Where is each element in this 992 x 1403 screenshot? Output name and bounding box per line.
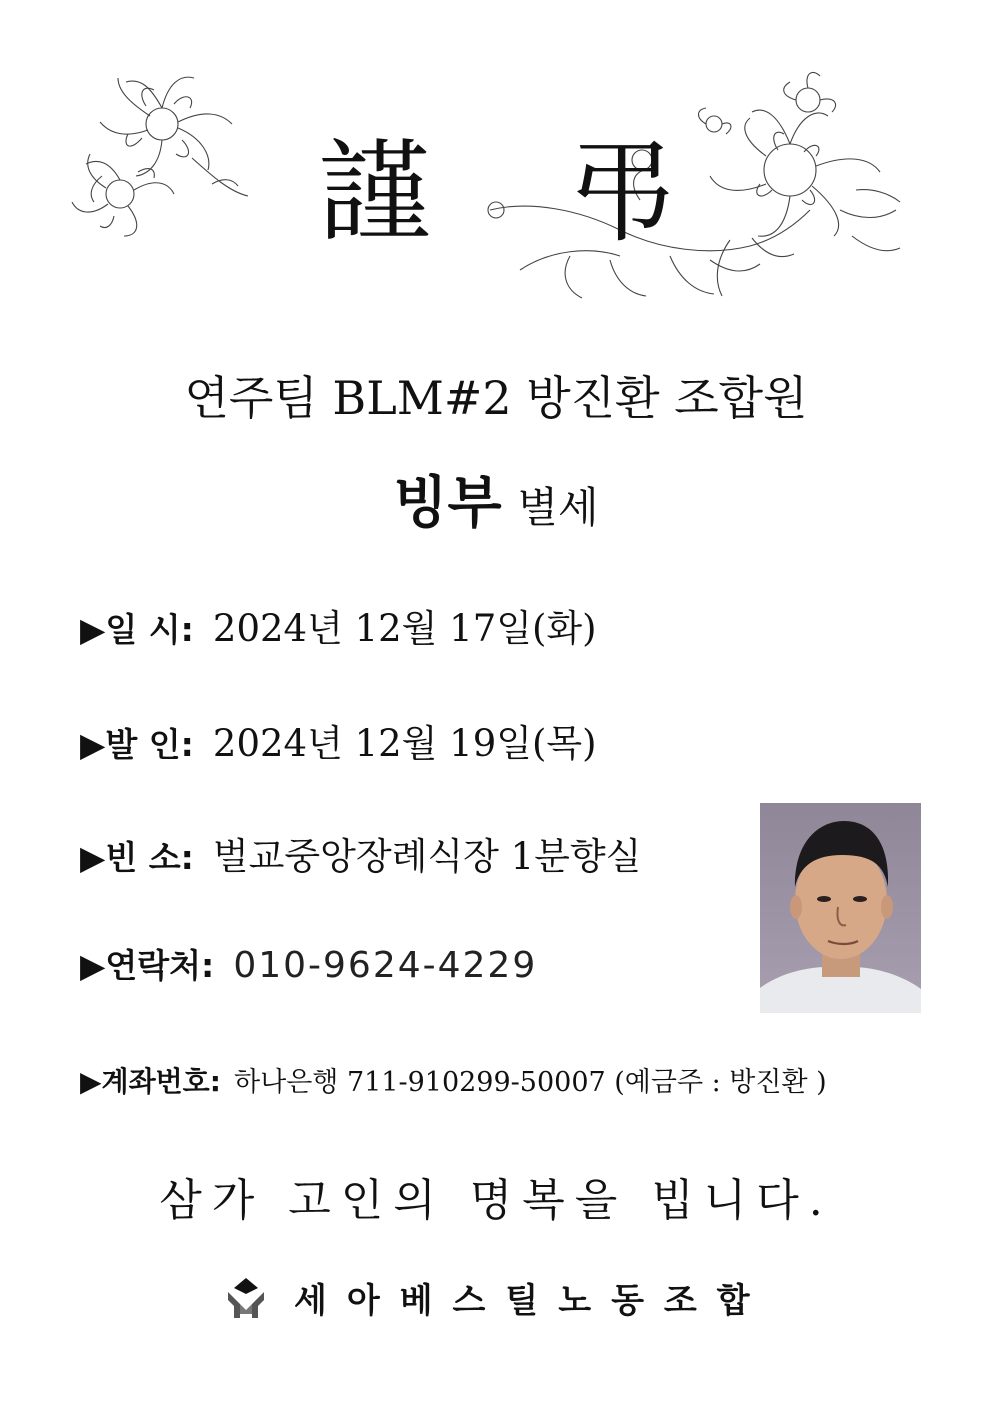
chrysanthemum-left-illustration [62,66,252,241]
detail-label: ▶연락처: [80,946,215,985]
title-character-1: 謹 [318,128,430,258]
detail-value: 2024년 12월 17일(화) [212,607,597,650]
detail-label: ▶빈 소: [80,838,194,877]
death-notice [0,468,992,543]
detail-value: 벌교중앙장례식장 1분향실 [212,835,642,878]
title-character-2: 弔 [566,128,678,258]
notice-verb: 별세 [517,483,599,532]
deceased-relation-line: 연주팀 BLM#2 방진환 조합원 [184,371,808,425]
chrysanthemum-right-illustration [460,60,915,322]
detail-row-venue [80,826,641,880]
detail-value: 하나은행 711-910299-50007 (예금주 : 방진환 ) [234,1067,827,1098]
detail-row-funeral [80,713,597,767]
detail-label: ▶일 시: [80,610,194,649]
detail-row-date [80,598,597,652]
union-signature [226,1270,770,1324]
hands-logo-icon [226,1274,266,1320]
member-portrait-photo [760,803,921,1013]
notice-relation: 빙부 [393,470,502,536]
detail-row-contact [80,940,537,987]
union-name: 세아베스틸노동조합 [294,1280,770,1321]
detail-value: 2024년 12월 19일(목) [212,722,597,765]
detail-label: ▶발 인: [80,725,194,764]
detail-row-account [80,1060,827,1100]
detail-label: ▶계좌번호: [80,1065,221,1098]
detail-value: 010-9624-4229 [233,945,538,986]
condolence-message: 삼가 고인의 명복을 빕니다. [159,1175,833,1226]
